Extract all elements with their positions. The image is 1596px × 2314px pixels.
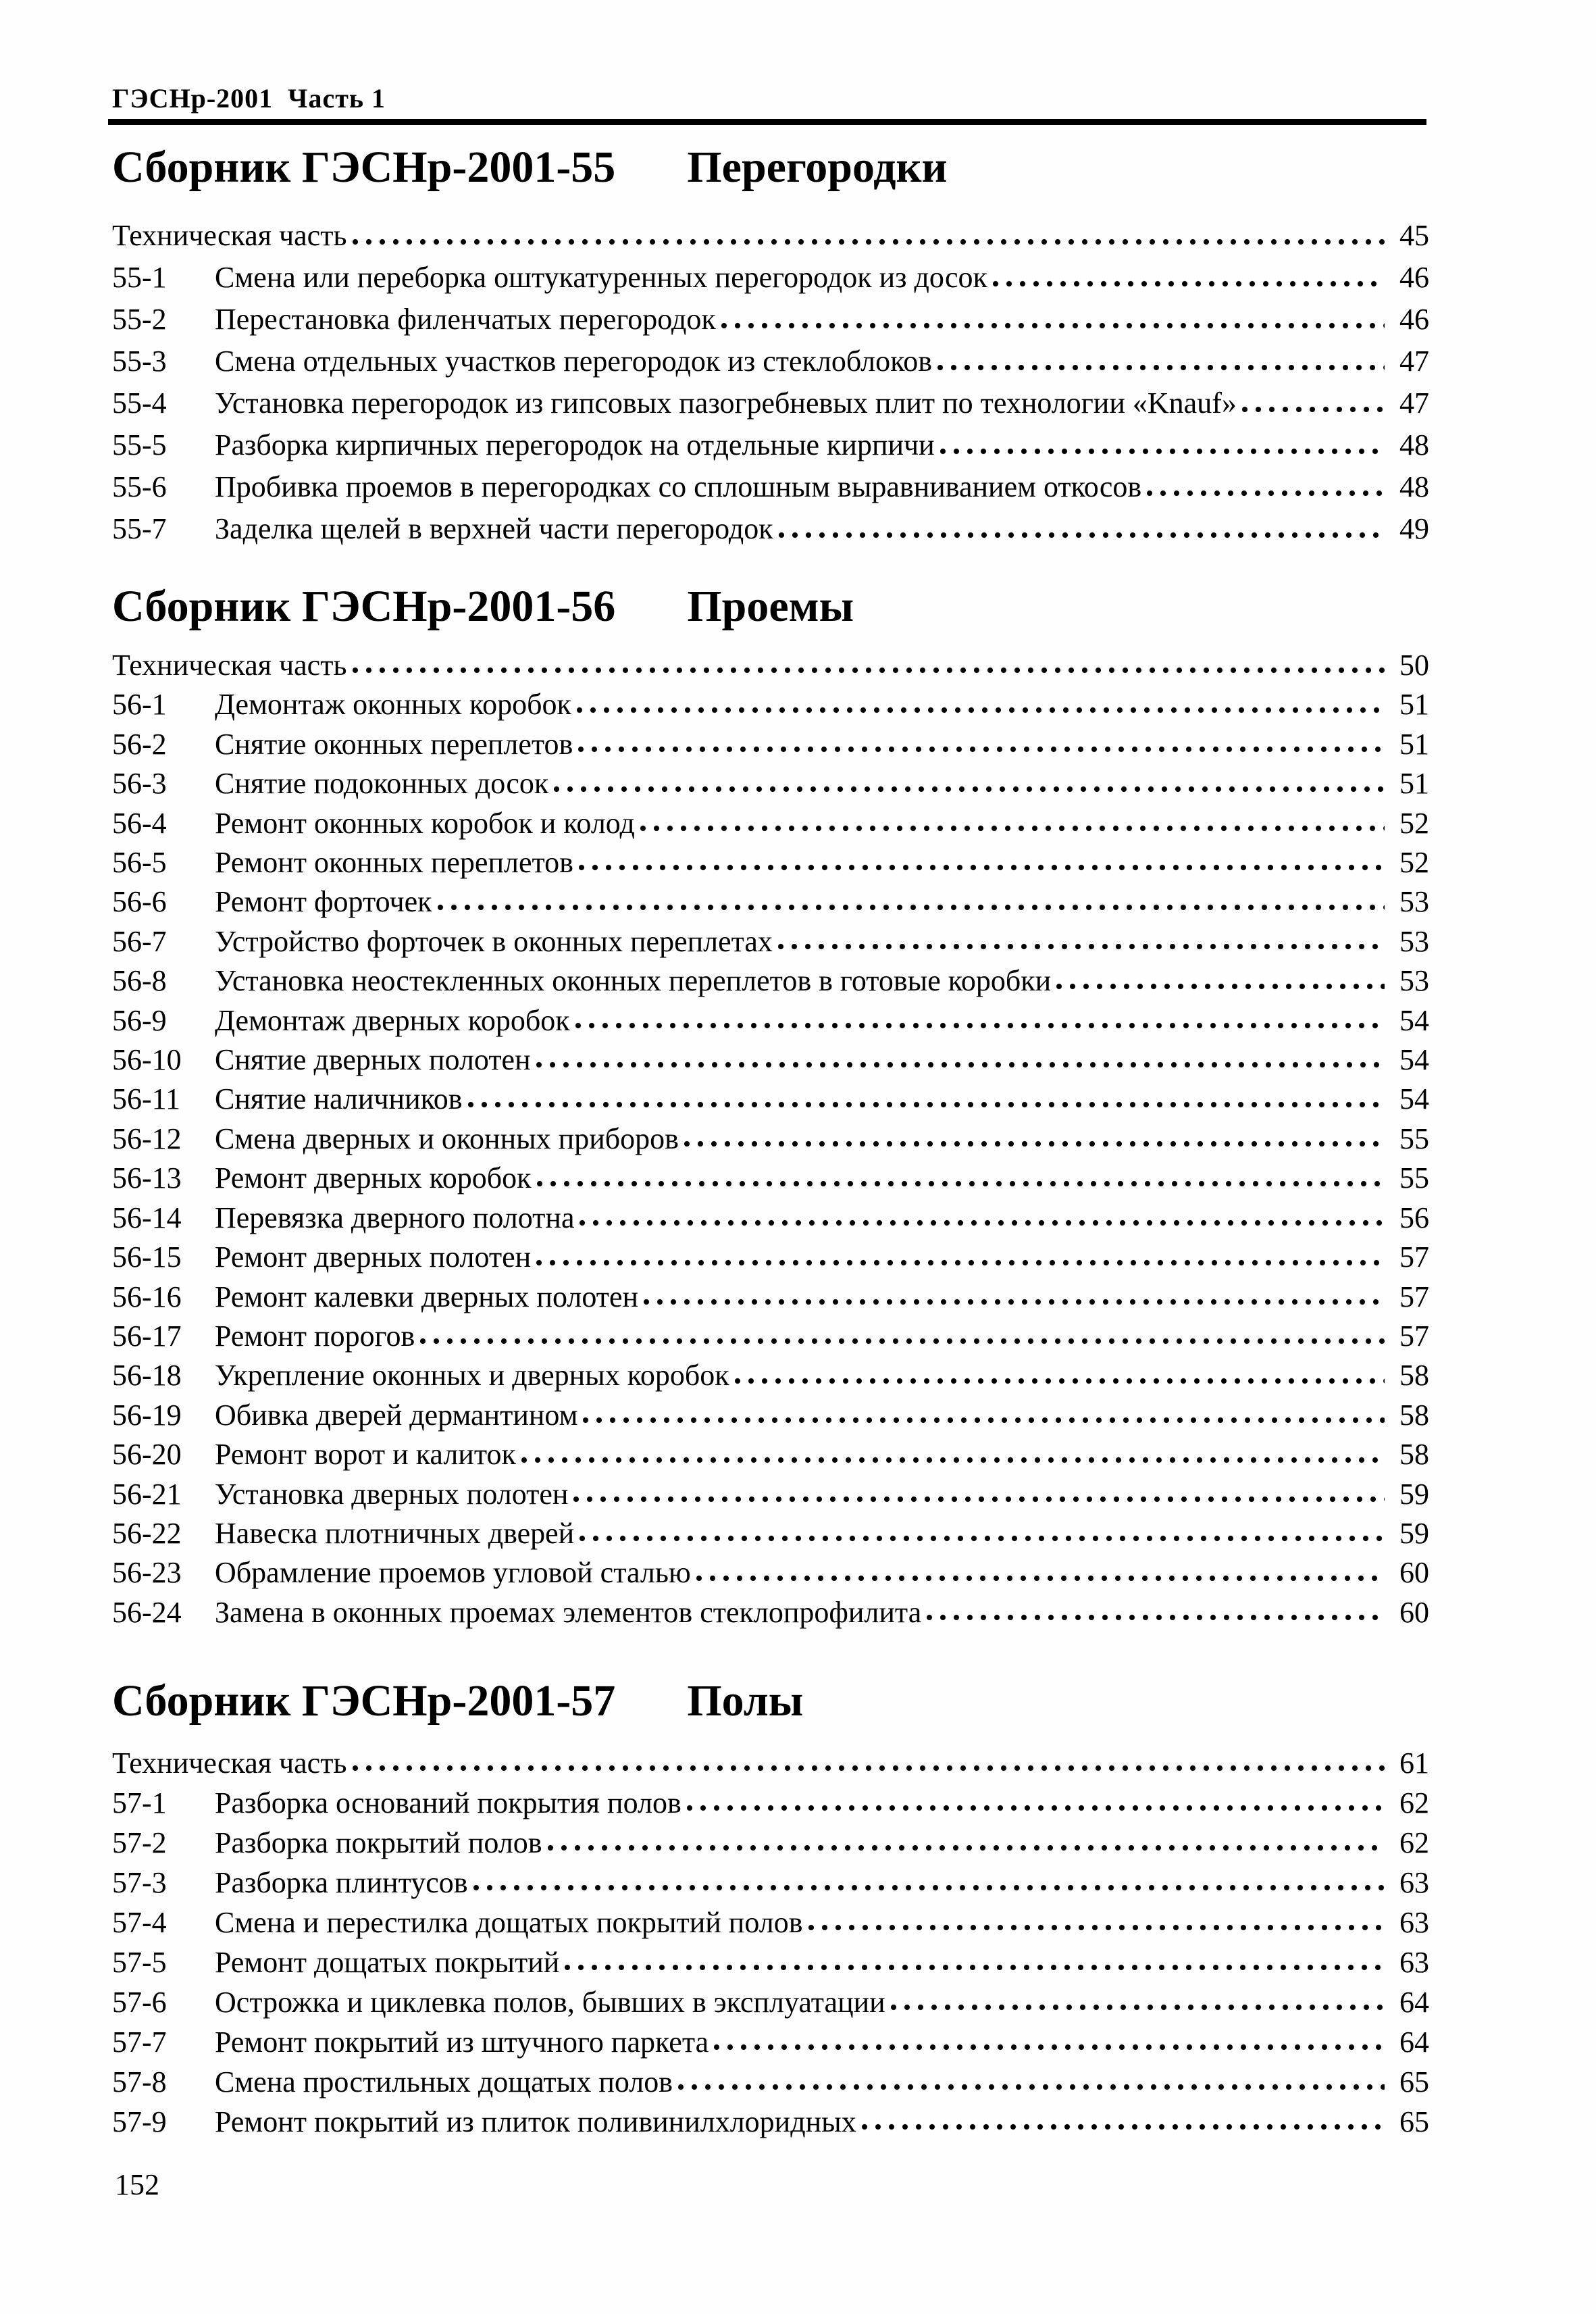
toc-entry xyxy=(112,1514,1429,1553)
dot-leader xyxy=(927,1614,1385,1621)
entry-title: Ремонт оконных коробок и колод xyxy=(215,806,635,840)
entry-code: 55-5 xyxy=(112,428,167,461)
toc-list xyxy=(112,646,1429,1632)
entry-code: 55-3 xyxy=(112,345,167,378)
toc-entry xyxy=(112,804,1429,843)
entry-code: 56-1 xyxy=(112,688,167,722)
toc-entry xyxy=(112,1396,1429,1435)
dot-leader xyxy=(473,1884,1385,1892)
toc-entry xyxy=(112,1475,1429,1514)
toc-entry xyxy=(112,424,1429,466)
toc-entry xyxy=(112,646,1429,685)
entry-page-number: 49 xyxy=(1399,512,1429,545)
dot-leader xyxy=(862,2123,1385,2131)
toc-entry xyxy=(112,1942,1429,1982)
toc-entry xyxy=(112,1435,1429,1474)
toc-list xyxy=(112,1743,1429,2142)
entry-page-number: 58 xyxy=(1399,1438,1429,1472)
entry-page-number: 50 xyxy=(1399,649,1429,682)
dot-leader xyxy=(891,2004,1385,2011)
dot-leader xyxy=(696,1575,1385,1582)
entry-code: 56-16 xyxy=(112,1280,182,1313)
entry-page-number: 52 xyxy=(1399,806,1429,840)
toc-entry xyxy=(112,1317,1429,1356)
entry-page-number: 61 xyxy=(1399,1746,1429,1780)
dot-leader xyxy=(554,786,1385,793)
entry-code: 56-4 xyxy=(112,806,167,840)
entry-title: Укрепление оконных и дверных коробок xyxy=(215,1359,729,1392)
entry-code: 57-4 xyxy=(112,1906,167,1939)
toc-entry xyxy=(112,1199,1429,1238)
dot-leader xyxy=(778,943,1385,951)
entry-code: 56-10 xyxy=(112,1043,182,1077)
dot-leader xyxy=(577,707,1385,714)
entry-page-number: 55 xyxy=(1399,1122,1429,1155)
entry-title: Ремонт покрытий из плиток поливинилхлоридных xyxy=(215,2105,856,2138)
entry-code: 56-6 xyxy=(112,885,167,919)
entry-title: Ремонт калевки дверных полотен xyxy=(215,1280,639,1313)
dot-leader xyxy=(420,1338,1385,1345)
dot-leader xyxy=(808,1924,1385,1932)
toc-entry xyxy=(112,1356,1429,1395)
entry-title: Установка неостекленных оконных переплетов в готовые коробки xyxy=(215,964,1052,998)
entry-title: Заделка щелей в верхней части перегородок xyxy=(215,512,773,545)
entry-page-number: 54 xyxy=(1399,1082,1429,1116)
entry-title: Разборка оснований покрытия полов xyxy=(215,1786,681,1819)
entry-title: Демонтаж дверных коробок xyxy=(215,1003,570,1037)
entry-title: Смена дверных и оконных приборов xyxy=(215,1122,679,1155)
entry-code: 56-3 xyxy=(112,767,167,801)
toc-entry xyxy=(112,1159,1429,1198)
toc-entry xyxy=(112,1903,1429,1942)
toc-section xyxy=(112,582,1429,1632)
dot-leader xyxy=(1242,406,1385,413)
toc-entry xyxy=(112,1553,1429,1592)
entry-code: 56-19 xyxy=(112,1398,182,1432)
entry-title: Техническая часть xyxy=(112,649,347,682)
entry-code: 55-1 xyxy=(112,261,167,294)
entry-title: Разборка плинтусов xyxy=(215,1866,468,1899)
dot-leader xyxy=(353,238,1385,246)
toc-entry xyxy=(112,725,1429,764)
entry-page-number: 54 xyxy=(1399,1043,1429,1077)
toc-entry xyxy=(112,2102,1429,2142)
entry-page-number: 59 xyxy=(1399,1477,1429,1511)
dot-leader xyxy=(779,532,1385,539)
dot-leader xyxy=(714,2044,1385,2051)
toc-section xyxy=(112,1677,1429,2142)
entry-page-number: 60 xyxy=(1399,1556,1429,1590)
dot-leader xyxy=(1147,490,1385,497)
dot-leader xyxy=(580,1535,1385,1542)
dot-leader xyxy=(578,746,1385,753)
entry-code: 56-22 xyxy=(112,1516,182,1550)
dot-leader xyxy=(353,1765,1385,1772)
page-footer-number: 152 xyxy=(115,2168,159,2201)
entry-code: 56-20 xyxy=(112,1438,182,1472)
entry-code: 56-24 xyxy=(112,1595,182,1629)
toc-entry xyxy=(112,2022,1429,2062)
section-code: Сборник ГЭСНр-2001-55 xyxy=(112,143,616,192)
entry-code: 55-4 xyxy=(112,386,167,420)
entry-code: 55-7 xyxy=(112,512,167,545)
toc-entry xyxy=(112,922,1429,961)
entry-title: Острожка и циклевка полов, бывших в эксплуатации xyxy=(215,1986,885,2019)
dot-leader xyxy=(521,1457,1385,1464)
toc-entry xyxy=(112,1001,1429,1040)
dot-leader xyxy=(580,1219,1385,1227)
toc-section xyxy=(112,143,1429,550)
entry-page-number: 64 xyxy=(1399,1986,1429,2019)
dot-leader xyxy=(684,1140,1385,1148)
entry-code: 57-6 xyxy=(112,1986,167,2019)
entry-title: Ремонт дверных полотен xyxy=(215,1240,532,1274)
entry-page-number: 58 xyxy=(1399,1398,1429,1432)
entry-code: 57-1 xyxy=(112,1786,167,1819)
toc-list xyxy=(112,215,1429,550)
entry-code: 56-8 xyxy=(112,964,167,998)
dot-leader xyxy=(640,825,1385,832)
entry-title: Обрамление проемов угловой сталью xyxy=(215,1556,691,1590)
entry-code: 57-2 xyxy=(112,1826,167,1859)
entry-code: 55-2 xyxy=(112,303,167,336)
dot-leader xyxy=(468,1101,1385,1109)
dot-leader xyxy=(438,904,1385,911)
toc-entry xyxy=(112,1823,1429,1863)
entry-title: Смена простильных дощатых полов xyxy=(215,2065,673,2098)
section-heading xyxy=(112,1677,1429,1726)
entry-code: 57-7 xyxy=(112,2026,167,2059)
toc-entry xyxy=(112,341,1429,382)
dot-leader xyxy=(536,1061,1385,1069)
toc-entry xyxy=(112,299,1429,341)
toc-entry xyxy=(112,764,1429,803)
entry-page-number: 60 xyxy=(1399,1595,1429,1629)
toc-entry xyxy=(112,1040,1429,1080)
dot-leader xyxy=(940,448,1385,455)
entry-page-number: 63 xyxy=(1399,1906,1429,1939)
entry-code: 56-2 xyxy=(112,727,167,761)
dot-leader xyxy=(937,364,1385,372)
dot-leader xyxy=(353,667,1385,674)
entry-title: Ремонт ворот и калиток xyxy=(215,1438,516,1472)
entry-code: 56-14 xyxy=(112,1201,182,1234)
entry-code: 57-3 xyxy=(112,1866,167,1899)
section-heading xyxy=(112,582,1429,631)
dot-leader xyxy=(548,1844,1385,1852)
entry-code: 56-12 xyxy=(112,1122,182,1155)
entry-title: Разборка кирпичных перегородок на отдельные кирпичи xyxy=(215,428,935,461)
toc-entry xyxy=(112,1783,1429,1823)
entry-title: Смена отдельных участков перегородок из стеклоблоков xyxy=(215,345,933,378)
entry-page-number: 65 xyxy=(1399,2065,1429,2098)
dot-leader xyxy=(536,1259,1385,1267)
toc-entry xyxy=(112,1863,1429,1903)
entry-code: 57-9 xyxy=(112,2105,167,2138)
entry-code: 56-18 xyxy=(112,1359,182,1392)
entry-page-number: 53 xyxy=(1399,924,1429,958)
entry-page-number: 65 xyxy=(1399,2105,1429,2138)
entry-code: 57-8 xyxy=(112,2065,167,2098)
toc-entry xyxy=(112,1593,1429,1632)
entry-title: Разборка покрытий полов xyxy=(215,1826,542,1859)
toc-entry xyxy=(112,382,1429,424)
section-code: Сборник ГЭСНр-2001-56 xyxy=(112,582,616,631)
entry-page-number: 57 xyxy=(1399,1280,1429,1313)
entry-page-number: 55 xyxy=(1399,1161,1429,1195)
dot-leader xyxy=(537,1180,1385,1188)
dot-leader xyxy=(993,280,1385,288)
toc-entry xyxy=(112,1238,1429,1277)
section-title: Перегородки xyxy=(687,143,948,192)
toc-entry xyxy=(112,1080,1429,1119)
section-heading xyxy=(112,143,1429,192)
toc-entry xyxy=(112,215,1429,257)
entry-code: 56-21 xyxy=(112,1477,182,1511)
toc-entry xyxy=(112,466,1429,508)
entry-title: Навеска плотничных дверей xyxy=(215,1516,575,1550)
entry-page-number: 51 xyxy=(1399,727,1429,761)
entry-page-number: 47 xyxy=(1399,386,1429,420)
entry-title: Устройство форточек в оконных переплетах xyxy=(215,924,773,958)
entry-page-number: 47 xyxy=(1399,345,1429,378)
entry-code: 56-9 xyxy=(112,1003,167,1037)
entry-page-number: 53 xyxy=(1399,964,1429,998)
toc-entry xyxy=(112,685,1429,724)
toc-entry xyxy=(112,843,1429,882)
entry-code: 56-23 xyxy=(112,1556,182,1590)
entry-title: Ремонт дверных коробок xyxy=(215,1161,532,1195)
entry-title: Перевязка дверного полотна xyxy=(215,1201,575,1234)
toc-entry xyxy=(112,882,1429,922)
entry-page-number: 63 xyxy=(1399,1866,1429,1899)
entry-title: Смена и перестилка дощатых покрытий полов xyxy=(215,1906,803,1939)
toc-entry xyxy=(112,257,1429,299)
entry-page-number: 51 xyxy=(1399,688,1429,722)
entry-title: Установка дверных полотен xyxy=(215,1477,569,1511)
entry-title: Обивка дверей дермантином xyxy=(215,1398,578,1432)
entry-title: Ремонт оконных переплетов xyxy=(215,846,573,880)
entry-page-number: 59 xyxy=(1399,1516,1429,1550)
dot-leader xyxy=(573,1496,1385,1503)
entry-code: 56-5 xyxy=(112,846,167,880)
toc-entry xyxy=(112,508,1429,550)
entry-page-number: 58 xyxy=(1399,1359,1429,1392)
dot-leader xyxy=(1056,983,1385,990)
entry-title: Снятие наличников xyxy=(215,1082,463,1116)
entry-page-number: 62 xyxy=(1399,1786,1429,1819)
entry-title: Перестановка филенчатых перегородок xyxy=(215,303,716,336)
toc-entry xyxy=(112,2062,1429,2102)
section-title: Проемы xyxy=(687,582,854,631)
entry-code: 56-11 xyxy=(112,1082,181,1116)
entry-title: Пробивка проемов в перегородках со сплошным выравниванием откосов xyxy=(215,470,1142,503)
entry-title: Техническая часть xyxy=(112,219,347,252)
entry-page-number: 48 xyxy=(1399,428,1429,461)
dot-leader xyxy=(735,1378,1385,1385)
entry-page-number: 51 xyxy=(1399,767,1429,801)
dot-leader xyxy=(687,1805,1385,1812)
entry-title: Демонтаж оконных коробок xyxy=(215,688,571,722)
dot-leader xyxy=(579,864,1385,872)
toc-entry xyxy=(112,961,1429,1001)
entry-page-number: 62 xyxy=(1399,1826,1429,1859)
toc-entry xyxy=(112,1120,1429,1159)
entry-title: Ремонт дощатых покрытий xyxy=(215,1946,560,1979)
entry-page-number: 57 xyxy=(1399,1240,1429,1274)
dot-leader xyxy=(644,1299,1385,1306)
entry-page-number: 52 xyxy=(1399,846,1429,880)
dot-leader xyxy=(583,1417,1385,1424)
entry-page-number: 56 xyxy=(1399,1201,1429,1234)
section-title: Полы xyxy=(687,1676,804,1726)
entry-code: 55-6 xyxy=(112,470,167,503)
section-code: Сборник ГЭСНр-2001-57 xyxy=(112,1676,616,1726)
entry-title: Смена или переборка оштукатуренных перегородок из досок xyxy=(215,261,987,294)
entry-code: 56-13 xyxy=(112,1161,182,1195)
entry-page-number: 48 xyxy=(1399,470,1429,503)
entry-page-number: 63 xyxy=(1399,1946,1429,1979)
entry-page-number: 45 xyxy=(1399,219,1429,252)
dot-leader xyxy=(575,1022,1385,1030)
toc-entry xyxy=(112,1982,1429,2022)
entry-title: Ремонт покрытий из штучного паркета xyxy=(215,2026,709,2059)
entry-title: Замена в оконных проемах элементов стеклопрофилита xyxy=(215,1595,922,1629)
entry-code: 57-5 xyxy=(112,1946,167,1979)
entry-page-number: 53 xyxy=(1399,885,1429,919)
entry-code: 56-7 xyxy=(112,924,167,958)
header-rule xyxy=(108,119,1426,125)
entry-title: Ремонт порогов xyxy=(215,1319,415,1353)
entry-page-number: 46 xyxy=(1399,261,1429,294)
entry-code: 56-15 xyxy=(112,1240,182,1274)
entry-page-number: 54 xyxy=(1399,1003,1429,1037)
toc-entry xyxy=(112,1743,1429,1783)
entry-title: Снятие подоконных досок xyxy=(215,767,549,801)
toc-entry xyxy=(112,1278,1429,1317)
entry-title: Ремонт форточек xyxy=(215,885,432,919)
entry-page-number: 64 xyxy=(1399,2026,1429,2059)
entry-page-number: 57 xyxy=(1399,1319,1429,1353)
entry-title: Установка перегородок из гипсовых пазогребневых плит по технологии «Knauf» xyxy=(215,386,1237,420)
entry-code: 56-17 xyxy=(112,1319,182,1353)
dot-leader xyxy=(565,1964,1385,1971)
dot-leader xyxy=(678,2084,1385,2091)
dot-leader xyxy=(721,322,1385,330)
entry-page-number: 46 xyxy=(1399,303,1429,336)
entry-title: Техническая часть xyxy=(112,1746,347,1780)
entry-title: Снятие дверных полотен xyxy=(215,1043,531,1077)
page-header: ГЭСНр-2001 Часть 1 xyxy=(112,83,386,114)
entry-title: Снятие оконных переплетов xyxy=(215,727,573,761)
